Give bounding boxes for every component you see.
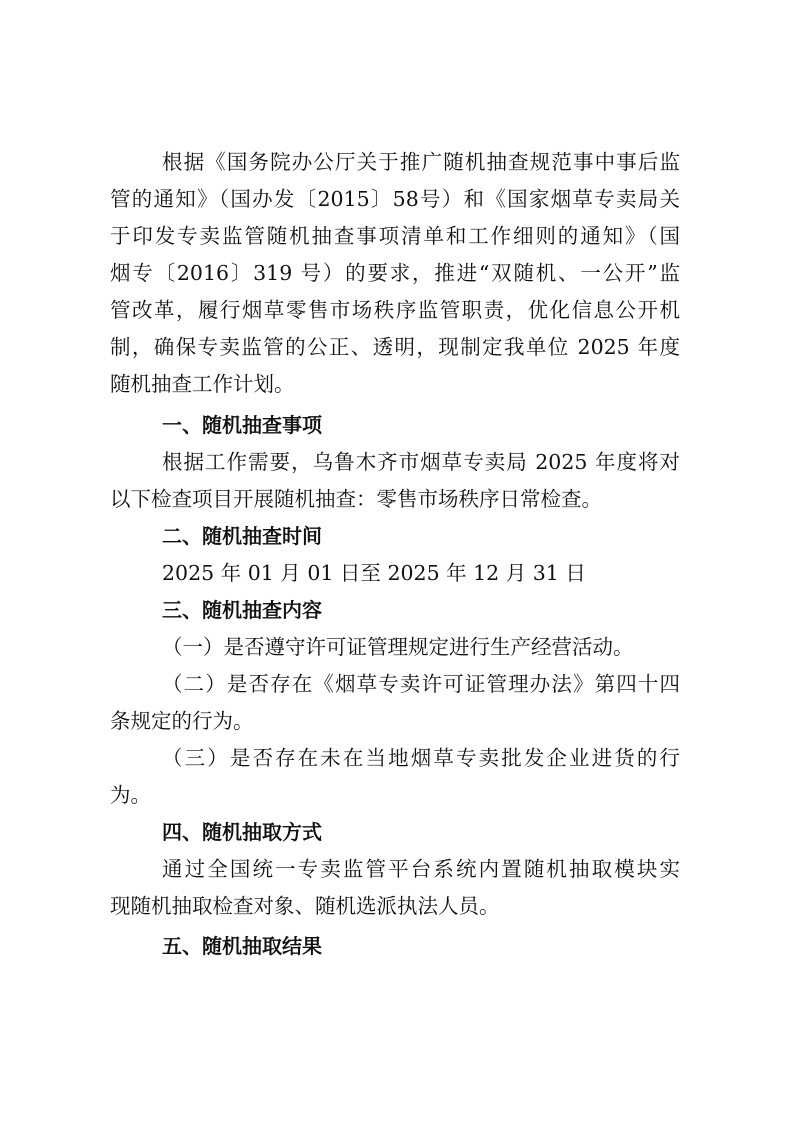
intro-line-2: 管的通知》（国办发〔2015〕58号）和《国家烟草专卖局关 <box>110 187 680 211</box>
section-3-line-2: （二）是否存在《烟草专卖许可证管理办法》第四十四 <box>162 672 680 696</box>
intro-line-7: 随机抽查工作计划。 <box>110 372 295 396</box>
section-5-heading: 五、随机抽取结果 <box>162 934 322 958</box>
section-1-line-2: 以下检查项目开展随机抽查：零售市场秩序日常检查。 <box>110 487 602 511</box>
intro-line-4: 烟专〔2016〕319 号）的要求，推进“双随机、一公开”监 <box>110 261 680 285</box>
intro-line-1: 根据《国务院办公厅关于推广随机抽查规范事中事后监 <box>162 150 680 174</box>
section-2-line-1: 2025 年 01 月 01 日至 2025 年 12 月 31 日 <box>162 561 586 585</box>
section-4-heading: 四、随机抽取方式 <box>162 820 322 844</box>
section-2-heading: 二、随机抽查时间 <box>162 524 322 548</box>
section-1-line-1: 根据工作需要，乌鲁木齐市烟草专卖局 2025 年度将对 <box>162 450 680 474</box>
section-3-line-5: 为。 <box>110 783 151 807</box>
intro-line-6: 制，确保专卖监管的公正、透明，现制定我单位 2025 年度 <box>110 335 680 359</box>
section-3-line-1: （一）是否遵守许可证管理规定进行生产经营活动。 <box>162 635 634 659</box>
section-3-line-3: 条规定的行为。 <box>110 709 254 733</box>
section-3-line-4: （三）是否存在未在当地烟草专卖批发企业进货的行 <box>162 746 680 770</box>
section-4-line-1: 通过全国统一专卖监管平台系统内置随机抽取模块实 <box>162 857 680 881</box>
intro-line-5: 管改革，履行烟草零售市场秩序监管职责，优化信息公开机 <box>110 298 680 322</box>
section-4-line-2: 现随机抽取检查对象、随机选派执法人员。 <box>110 894 500 918</box>
section-1-heading: 一、随机抽查事项 <box>162 413 322 437</box>
intro-line-3: 于印发专卖监管随机抽查事项清单和工作细则的通知》（国 <box>110 224 680 248</box>
section-3-heading: 三、随机抽查内容 <box>162 598 322 622</box>
